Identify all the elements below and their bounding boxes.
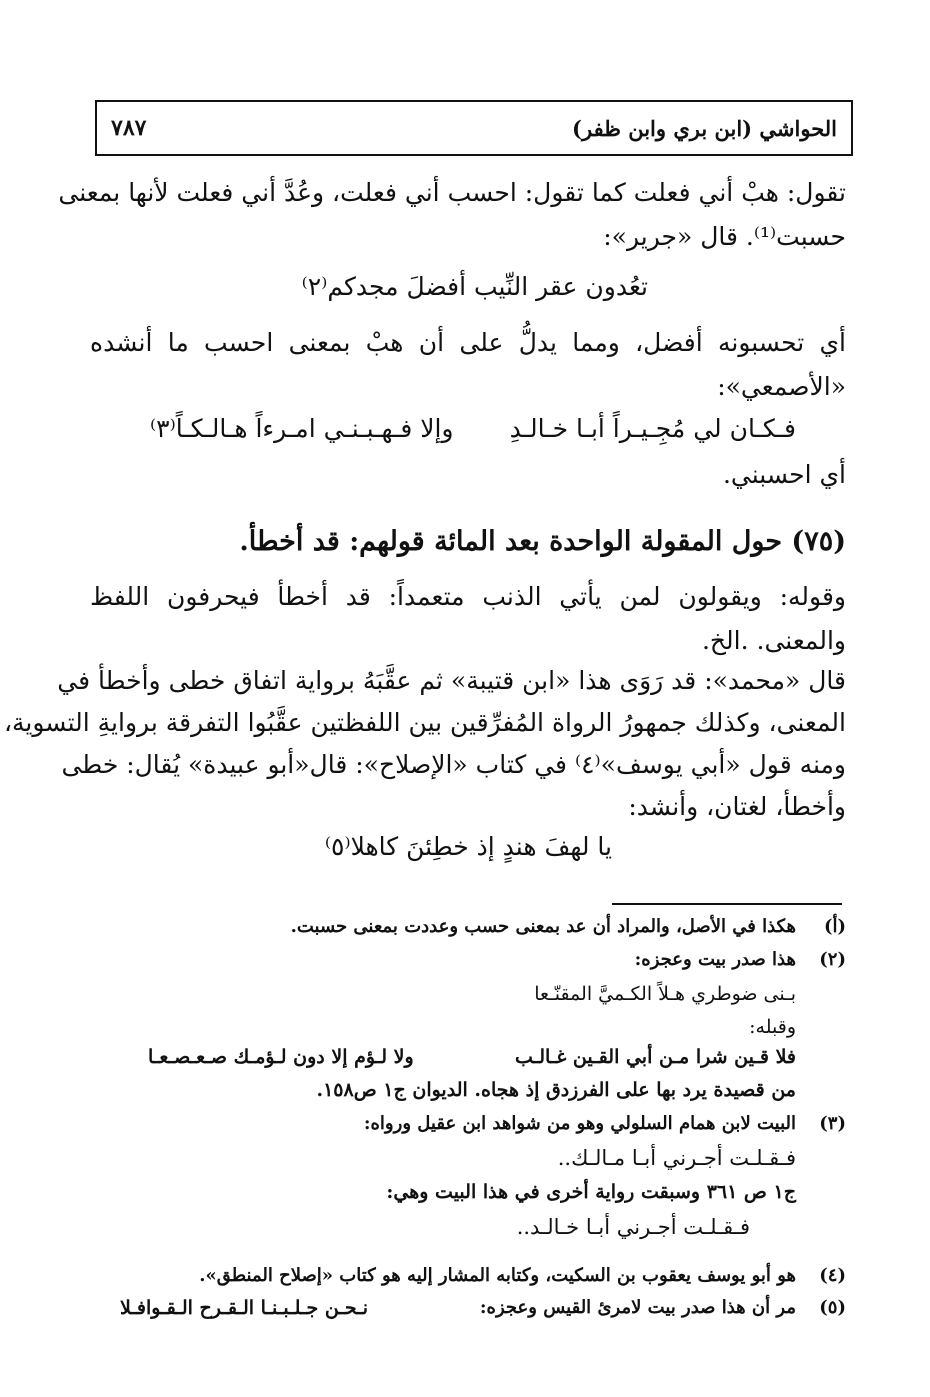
running-title: الحواشي (ابن بري وابن ظفر) — [572, 115, 837, 141]
paragraph-line: حسبت⁽¹⁾. قال «جرير»: — [603, 222, 846, 251]
section-heading: (٧٥) حول المقولة الواحدة بعد المائة قولهم: قد أخطأ. — [239, 526, 846, 557]
verse-hemistich: فـكـان لي مُجِـيـراً أبـا خـالـدِ — [509, 414, 796, 443]
footnote-number: (٢) — [819, 949, 846, 970]
paragraph-line: «الأصمعي»: — [717, 372, 846, 401]
footnote-verse: بـنى ضوطري هـلاً الكـميَّ المقنّـعا — [534, 983, 796, 1005]
paragraph-line: وقوله: ويقولون لمن يأتي الذنب متعمداً: قد أخطأ فيحرفون اللفظ — [90, 582, 846, 611]
footnote-verse: فـقـلـت أجـرني أبـا خـالـد.. — [516, 1215, 750, 1239]
verse-hemistich: وإلا فـهـبـنـي امـرءاً هـالـكـاً⁽٣⁾ — [150, 414, 454, 443]
footnote-verse: فلا قـين شرا مـن أبي القـين غـالـب — [515, 1046, 796, 1068]
paragraph-line: تقول: هبْ أني فعلت كما تقول: احسب أني فعلت، وعُدَّ أني فعلت لأنها بمعنى — [58, 178, 846, 207]
footnote-separator — [612, 903, 842, 905]
footnote-text: هكذا في الأصل، والمراد أن عد بمعنى حسب وعددت بمعنى حسبت. — [290, 916, 796, 937]
paragraph-line: ومنه قول «أبي يوسف»⁽٤⁾ في كتاب «الإصلاح»: قال«أبو عبيدة» يُقال: خطى — [61, 750, 846, 779]
footnote-text: هو أبو يوسف يعقوب بن السكيت، وكتابه المشار إليه هو كتاب «إصلاح المنطق». — [199, 1265, 796, 1286]
footnote-verse: نـحـن جـلـبـنـا الـقـرح الـقـوافـلا — [120, 1297, 369, 1319]
footnote-text: البيت لابن همام السلولي وهو من شواهد ابن عقيل ورواه: — [363, 1113, 796, 1134]
footnote-number: (٤) — [819, 1265, 846, 1286]
page-number: ٧٨٧ — [111, 115, 147, 141]
footnote-text: وقبله: — [749, 1016, 796, 1038]
paragraph-line: قال «محمد»: قد رَوَى هذا «ابن قتيبة» ثم عقَّبَهُ برواية اتفاق خطى وأخطأ في — [57, 666, 846, 695]
paragraph-line: أي تحسبونه أفضل، ومما يدلُّ على أن هبْ بمعنى احسب ما أنشده — [90, 328, 846, 357]
footnote-text: مر أن هذا صدر بيت لامرئ القيس وعجزه: — [479, 1297, 796, 1318]
paragraph-line: وأخطأ، لغتان، وأنشد: — [628, 792, 846, 821]
footnote-text: ج١ ص ٣٦١ وسبقت رواية أخرى في هذا البيت وهي: — [386, 1181, 796, 1203]
footnote-verse: ولا لـؤم إلا دون لـؤمـك صـعـصـعـا — [148, 1046, 414, 1068]
verse-line: يا لهفَ هندٍ إذ خطِئنَ كاهلا⁽٥⁾ — [324, 832, 612, 861]
footnote-number: (٣) — [819, 1113, 846, 1134]
verse-line: تعُدون عقر النِّيب أفضلَ مجدكم⁽٢⁾ — [301, 272, 648, 301]
footnote-number: (أ) — [823, 916, 846, 937]
page-header — [95, 100, 853, 156]
footnote-text: من قصيدة يرد بها على الفرزدق إذ هجاه. الديوان ج١ ص١٥٨. — [316, 1079, 796, 1101]
paragraph-line: المعنى، وكذلك جمهورُ الرواة المُفرِّقين بين اللفظتين عقَّبُوا التفرقة بروايةِ التسوية، — [3, 708, 846, 737]
footnote-text: هذا صدر بيت وعجزه: — [634, 949, 796, 970]
paragraph-line: أي احسبني. — [722, 460, 846, 489]
paragraph-line: والمعنى. .الخ. — [701, 626, 846, 655]
footnote-verse: فـقـلـت أجـرني أبـا مـالـك.. — [557, 1146, 796, 1170]
footnote-number: (٥) — [819, 1297, 846, 1318]
